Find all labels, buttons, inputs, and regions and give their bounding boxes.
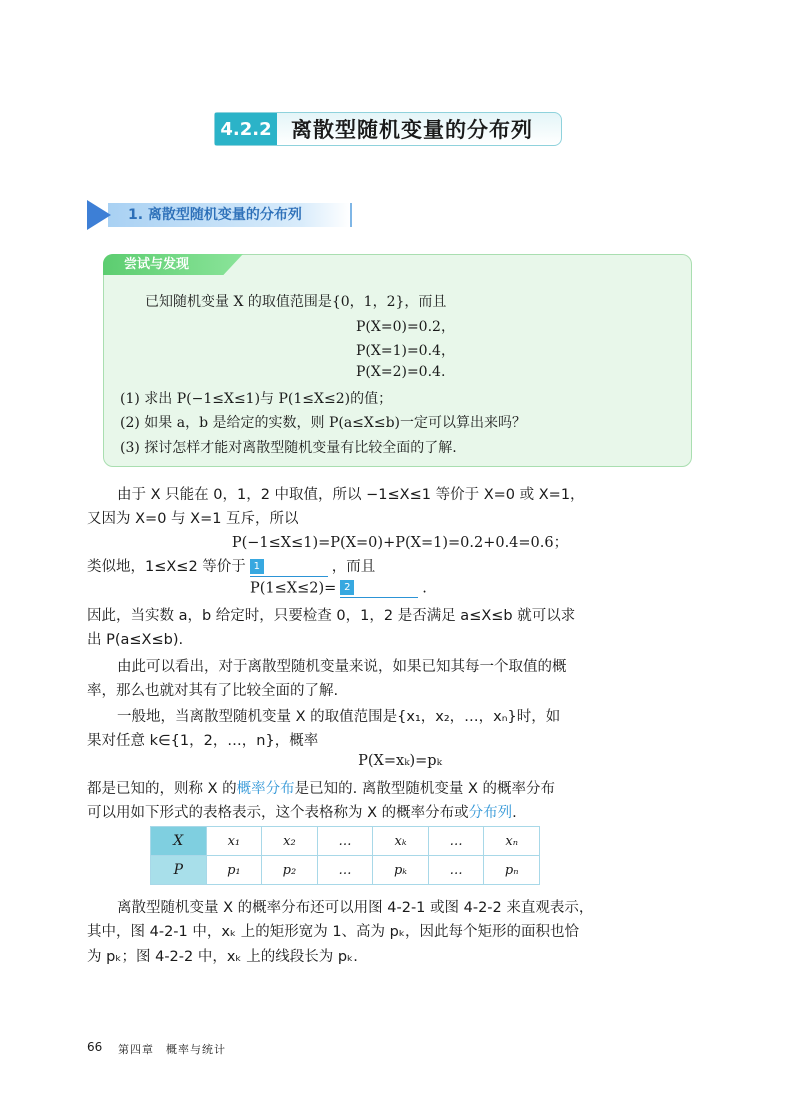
formula-2 bbox=[250, 579, 427, 598]
distribution-table bbox=[150, 826, 540, 885]
term-distribution-list: 分布列 bbox=[468, 805, 513, 821]
table-cell: p₁ bbox=[206, 856, 262, 885]
try-question-2: (2) 如果 a，b 是给定的实数，则 P(a≤X≤b)一定可以算出来吗？ bbox=[120, 415, 527, 431]
para-6-line-2-a: 可以用如下形式的表格表示，这个表格称为 X 的概率分布或 bbox=[87, 805, 469, 821]
blank-2-tag: 2 bbox=[340, 580, 354, 595]
table-cell: x₁ bbox=[206, 827, 262, 856]
table-cell: … bbox=[317, 827, 373, 856]
para-1-line-2: 又因为 X=0 与 X=1 互斥，所以 bbox=[87, 511, 299, 527]
para-6-line-2 bbox=[87, 801, 517, 822]
para-7-line-3: 为 pₖ；图 4-2-2 中，xₖ 上的线段长为 pₖ. bbox=[87, 949, 358, 965]
table-cell: p₂ bbox=[262, 856, 318, 885]
table-cell: … bbox=[428, 856, 484, 885]
term-probability-distribution: 概率分布 bbox=[236, 781, 295, 797]
formula-1: P(−1≤X≤1)=P(X=0)+P(X=1)=0.2+0.4=0.6； bbox=[231, 535, 569, 551]
page-number: 66 bbox=[87, 1040, 103, 1054]
section-title bbox=[214, 112, 562, 146]
try-intro: 已知随机变量 X 的取值范围是{0，1，2}，而且 bbox=[145, 294, 447, 310]
table-cell: xₖ bbox=[373, 827, 429, 856]
para-3-line-1: 因此，当实数 a，b 给定时，只要检查 0，1，2 是否满足 a≤X≤b 就可以求 bbox=[87, 608, 576, 624]
section-heading: 离散型随机变量的分布列 bbox=[291, 118, 533, 142]
table-cell: P bbox=[151, 856, 207, 885]
formula-2-prefix: P(1≤X≤2)= bbox=[250, 580, 337, 597]
table-row-x bbox=[151, 827, 540, 856]
formula-2-suffix: . bbox=[422, 580, 427, 597]
table-cell: x₂ bbox=[262, 827, 318, 856]
para-6-line-1 bbox=[87, 777, 555, 798]
try-and-discover-box bbox=[103, 254, 692, 467]
try-question-1: (1) 求出 P(−1≤X≤1)与 P(1≤X≤2)的值； bbox=[120, 391, 393, 407]
subsection-heading: 1. 离散型随机变量的分布列 bbox=[128, 207, 302, 223]
para-7-line-2: 其中，图 4-2-1 中，xₖ 上的矩形宽为 1、高为 pₖ，因此每个矩形的面积也恰 bbox=[87, 924, 580, 940]
para-6-line-1-b: 是已知的. 离散型随机变量 X 的概率分布 bbox=[294, 781, 556, 797]
table-cell: pₙ bbox=[484, 856, 540, 885]
table-cell: … bbox=[317, 856, 373, 885]
try-question-3: (3) 探讨怎样才能对离散型随机变量有比较全面的了解. bbox=[120, 440, 457, 456]
para-6-line-1-a: 都是已知的，则称 X 的 bbox=[87, 781, 237, 797]
section-number: 4.2.2 bbox=[215, 113, 277, 145]
para-5-line-1: 一般地，当离散型随机变量 X 的取值范围是{x₁，x₂，…，xₙ}时，如 bbox=[117, 709, 561, 725]
table-row-p bbox=[151, 856, 540, 885]
para-2 bbox=[87, 555, 375, 577]
table-cell: pₖ bbox=[373, 856, 429, 885]
para-4-line-2: 率，那么也就对其有了比较全面的了解. bbox=[87, 683, 339, 699]
para-5-line-2: 果对任意 k∈{1，2，…，n}，概率 bbox=[87, 733, 319, 749]
para-4-line-1: 由此可以看出，对于离散型随机变量来说，如果已知其每一个取值的概 bbox=[117, 659, 567, 675]
blank-1-tag: 1 bbox=[250, 559, 264, 574]
table-cell: X bbox=[151, 827, 207, 856]
table-cell: xₙ bbox=[484, 827, 540, 856]
para-2-suffix: ，而且 bbox=[331, 559, 376, 575]
para-6-line-2-b: . bbox=[512, 805, 517, 821]
para-7-line-1: 离散型随机变量 X 的概率分布还可以用图 4-2-1 或图 4-2-2 来直观表示， bbox=[117, 900, 594, 916]
para-1-line-1: 由于 X 只能在 0，1，2 中取值，所以 −1≤X≤1 等价于 X=0 或 X=1， bbox=[117, 487, 585, 503]
subsection-arrow-icon bbox=[87, 200, 111, 230]
blank-2[interactable] bbox=[340, 579, 418, 598]
try-eq-3: P(X=2)=0.4. bbox=[356, 364, 446, 380]
try-box-tab-label: 尝试与发现 bbox=[124, 257, 190, 272]
para-3-line-2: 出 P(a≤X≤b). bbox=[87, 632, 184, 648]
try-eq-1: P(X=0)=0.2， bbox=[356, 319, 455, 335]
table-cell: … bbox=[428, 827, 484, 856]
blank-1[interactable] bbox=[250, 558, 328, 577]
para-2-prefix: 类似地，1≤X≤2 等价于 bbox=[87, 559, 246, 575]
try-eq-2: P(X=1)=0.4， bbox=[356, 343, 455, 359]
chapter-footer: 第四章 概率与统计 bbox=[118, 1043, 226, 1056]
formula-3: P(X=xₖ)=pₖ bbox=[358, 753, 442, 769]
